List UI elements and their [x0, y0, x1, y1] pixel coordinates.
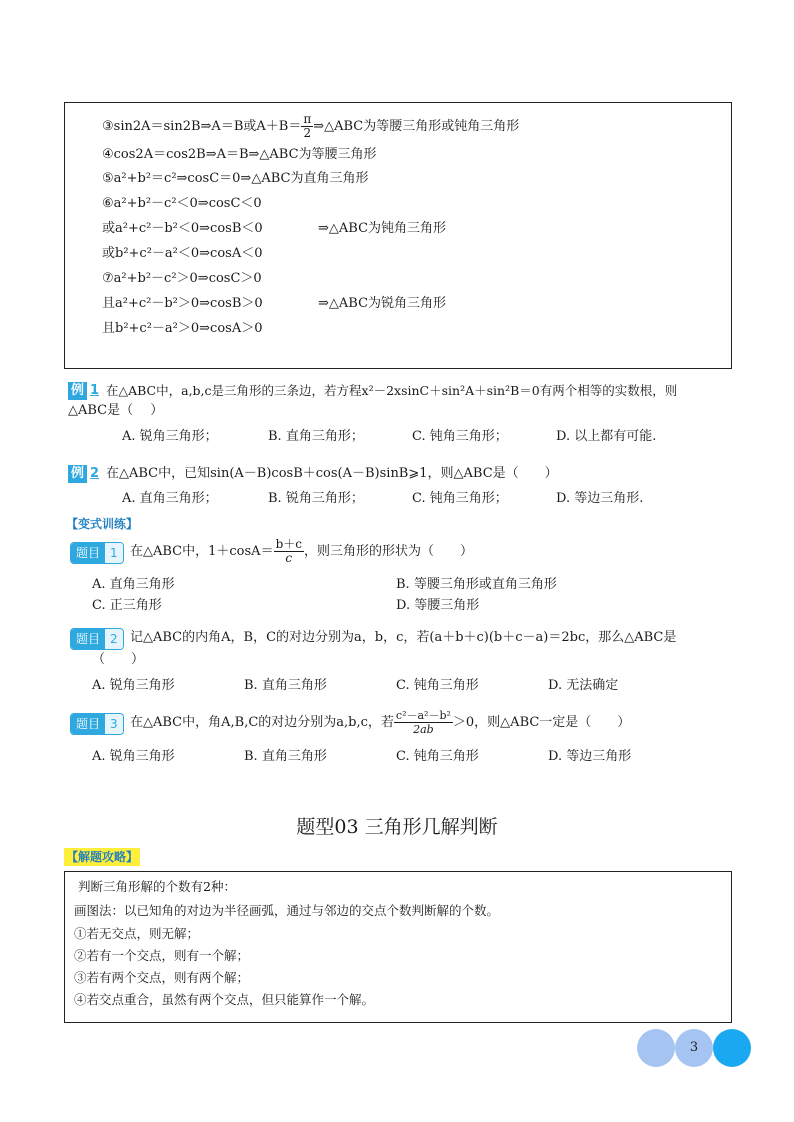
- question-2-option-a: A. 锐角三角形: [92, 678, 175, 693]
- question-1-option-b: B. 等腰三角形或直角三角形: [396, 577, 557, 592]
- question-1-option-d: D. 等腰三角形: [396, 598, 480, 613]
- formula-line-8: 或b²+c²－a²＜0⇒cosA＜0: [102, 246, 263, 261]
- example-1-question: 在△ABC中，a,b,c是三角形的三条边，若方程x²－2xsinC＋sin²A＋sin²B＝0有两个相等的实数根，则: [106, 383, 678, 398]
- example-1-option-d: D. 以上都有可能.: [556, 429, 657, 444]
- formula-line-4: ④cos2A＝cos2B⇒A＝B⇒△ABC为等腰三角形: [102, 147, 377, 162]
- formula-line-3: ③sin2A＝sin2B⇒A＝B或A＋B＝ $\frac{\pi}{2}$ ⇒△ABC为等腰三角形或钝角三角形: [102, 112, 520, 140]
- example-2-option-d: D. 等边三角形.: [556, 491, 644, 506]
- example-2-option-a: A. 直角三角形；: [122, 491, 218, 506]
- example-2-question: 在△ABC中，已知sin(A－B)cosB＋cos(A－B)sinB⩾1，则△ABC是（ ）: [106, 466, 558, 481]
- question-3-option-d: D. 等边三角形: [548, 749, 632, 764]
- section-heading: 题型03 三角形几解判断: [296, 816, 498, 838]
- example-2-tag: 例 2: [68, 465, 102, 483]
- formula-line-6: ⑥a²+b²－c²＜0⇒cosC＜0: [102, 196, 262, 211]
- strategy-label: 【解题攻略】: [66, 850, 139, 864]
- question-1-option-a: A. 直角三角形: [92, 577, 175, 592]
- example-1-tag: 例 1: [68, 382, 102, 400]
- strategy-line-4: ②若有一个交点，则有一个解；: [74, 948, 250, 963]
- formula-line-11: 且b²+c²－a²＞0⇒cosA＞0: [102, 321, 263, 336]
- question-3-option-c: C. 钝角三角形: [396, 749, 479, 764]
- variant-training-label: 【变式训练】: [66, 517, 139, 531]
- formula-line-10-result: ⇒△ABC为锐角三角形: [318, 296, 447, 311]
- strategy-line-6: ④若交点重合，虽然有两个交点，但只能算作一个解。: [74, 992, 375, 1007]
- question-2-option-c: C. 钝角三角形: [396, 678, 479, 693]
- page-circle-left: [637, 1029, 675, 1067]
- example-1-option-c: C. 钝角三角形；: [412, 429, 508, 444]
- question-3-tag: 题目 3: [70, 713, 124, 735]
- question-2-option-d: D. 无法确定: [548, 678, 619, 693]
- strategy-line-1: 判断三角形解的个数有2种：: [78, 879, 236, 894]
- page-number: 3: [675, 1029, 713, 1067]
- question-2-text-cont: （ ）: [92, 652, 145, 667]
- example-1-option-b: B. 直角三角形；: [268, 429, 364, 444]
- question-3-option-b: B. 直角三角形: [244, 749, 327, 764]
- question-3-text: 在△ABC中，角A,B,C的对边分别为a,b,c，若 $\frac{\text{c²－a²－b²}}{2ab}$ ＞0，则△ABC一定是（ ）: [130, 709, 631, 736]
- example-1-option-a: A. 锐角三角形；: [122, 429, 218, 444]
- question-2-option-b: B. 直角三角形: [244, 678, 327, 693]
- example-2-option-b: B. 锐角三角形；: [268, 491, 364, 506]
- example-2-option-c: C. 钝角三角形；: [412, 491, 508, 506]
- question-2-text: 记△ABC的内角A，B，C的对边分别为a，b，c，若(a＋b＋c)(b＋c－a)＝2bc，那么△ABC是: [130, 630, 677, 645]
- question-3-option-a: A. 锐角三角形: [92, 749, 175, 764]
- question-1-text: 在△ABC中，1＋cosA＝ $\frac{b+c}{c}$ ，则三角形的形状为（ ）: [130, 537, 473, 565]
- strategy-line-2: 画图法：以已知角的对边为半径画弧，通过与邻边的交点个数判断解的个数。: [74, 903, 500, 918]
- strategy-line-5: ③若有两个交点，则有两个解；: [74, 970, 250, 985]
- formula-line-5: ⑤a²+b²＝c²⇒cosC＝0⇒△ABC为直角三角形: [102, 171, 369, 186]
- example-1-question-cont: △ABC是（ ）: [68, 403, 164, 418]
- question-1-tag: 题目 1: [70, 542, 124, 564]
- formula-line-7-result: ⇒△ABC为钝角三角形: [318, 221, 447, 236]
- formula-line-10: 且a²+c²－b²＞0⇒cosB＞0: [102, 296, 263, 311]
- formula-line-7: 或a²+c²－b²＜0⇒cosB＜0: [102, 221, 263, 236]
- question-2-tag: 题目 2: [70, 628, 124, 650]
- strategy-line-3: ①若无交点，则无解；: [74, 926, 200, 941]
- question-1-option-c: C. 正三角形: [92, 598, 162, 613]
- formula-line-9: ⑦a²+b²－c²＞0⇒cosC＞0: [102, 271, 262, 286]
- page-circle-right: [713, 1029, 751, 1067]
